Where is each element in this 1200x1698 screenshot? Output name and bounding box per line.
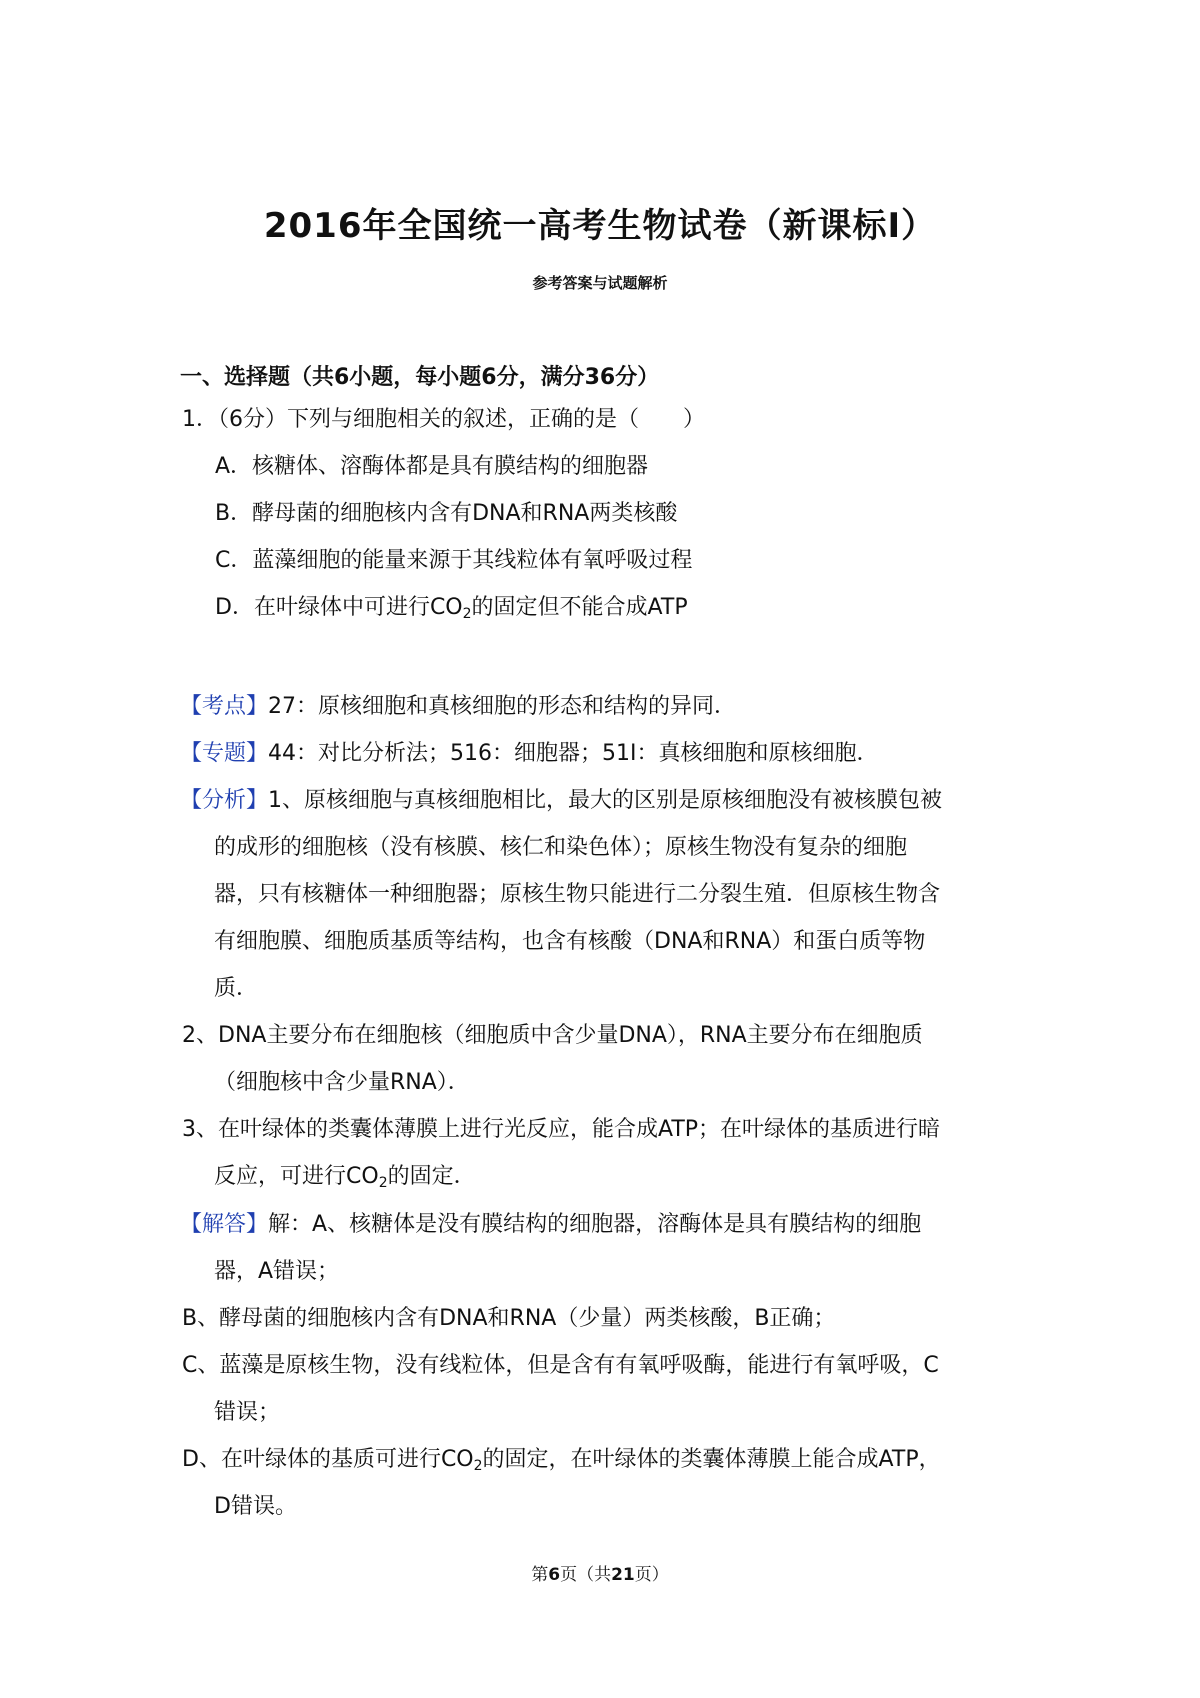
answer-c-line: C、蓝藻是原核生物，没有线粒体，但是含有有氧呼吸酶，能进行有氧呼吸，C — [182, 1353, 939, 1378]
point-3-line: 反应，可进行$CO_2$的固定． — [214, 1164, 476, 1191]
kaodian-row — [180, 692, 736, 722]
page-number: 6 — [548, 1565, 561, 1585]
jieda-line: 器，A错误； — [214, 1259, 340, 1284]
answer-d-line: D错误。 — [214, 1494, 297, 1519]
kaodian-tag: 【考点】 — [180, 694, 269, 719]
question-stem — [182, 405, 705, 435]
kaodian-text: 27：原核细胞和真核细胞的形态和结构的异同． — [268, 694, 737, 719]
option-a: A．核糖体、溶酶体都是具有膜结构的细胞器 — [215, 454, 649, 479]
answer-c-line: 错误； — [214, 1400, 281, 1425]
jieda-line: 解：A、核糖体是没有膜结构的细胞器，溶酶体是具有膜结构的细胞 — [268, 1212, 922, 1237]
zhuanti-tag: 【专题】 — [180, 741, 269, 766]
fenxi-tag: 【分析】 — [180, 788, 269, 813]
page-subtitle: 参考答案与试题解析 — [532, 274, 668, 292]
point-3-line: 3、在叶绿体的类囊体薄膜上进行光反应，能合成ATP；在叶绿体的基质进行暗 — [182, 1117, 941, 1142]
zhuanti-row — [180, 739, 879, 769]
page-title: 2016年全国统一高考生物试卷（新课标Ⅰ） — [263, 206, 937, 246]
fenxi-line: 的成形的细胞核（没有核膜、核仁和染色体）；原核生物没有复杂的细胞 — [214, 835, 908, 860]
fenxi-row — [180, 786, 942, 816]
point-2-line: 2、DNA主要分布在细胞核（细胞质中含少量DNA），RNA主要分布在细胞质 — [182, 1023, 923, 1048]
section-heading: 一、选择题（共6小题，每小题6分，满分36分） — [180, 365, 660, 390]
page-footer: 第6页（共21页） — [531, 1565, 669, 1585]
answer-b-line: B、酵母菌的细胞核内含有DNA和RNA（少量）两类核酸，B正确； — [182, 1306, 836, 1331]
question-number: 1． — [182, 407, 218, 432]
option-b: B．酵母菌的细胞核内含有DNA和RNA两类核酸 — [215, 501, 678, 526]
jieda-tag: 【解答】 — [180, 1212, 269, 1237]
point-2-line: （细胞核中含少量RNA）． — [214, 1070, 470, 1095]
fenxi-line: 1、原核细胞与真核细胞相比，最大的区别是原核细胞没有被核膜包被 — [268, 788, 943, 813]
answer-d-line: D、在叶绿体的基质可进行$CO_2$的固定，在叶绿体的类囊体薄膜上能合成ATP， — [182, 1447, 941, 1474]
fenxi-line: 有细胞膜、细胞质基质等结构，也含有核酸（DNA和RNA）和蛋白质等物 — [214, 929, 926, 954]
fenxi-line: 器，只有核糖体一种细胞器；原核生物只能进行二分裂生殖．但原核生物含 — [214, 882, 941, 907]
page-total: 21 — [611, 1565, 635, 1585]
fenxi-line: 质． — [214, 976, 259, 1001]
question-text: （6分）下列与细胞相关的叙述，正确的是（ ） — [218, 407, 705, 432]
zhuanti-text: 44：对比分析法；516：细胞器；51I：真核细胞和原核细胞． — [268, 741, 879, 766]
jieda-row — [180, 1210, 921, 1240]
option-d: D．在叶绿体中可进行$CO_2$的固定但不能合成ATP — [215, 595, 688, 622]
option-c: C．蓝藻细胞的能量来源于其线粒体有氧呼吸过程 — [215, 548, 693, 573]
